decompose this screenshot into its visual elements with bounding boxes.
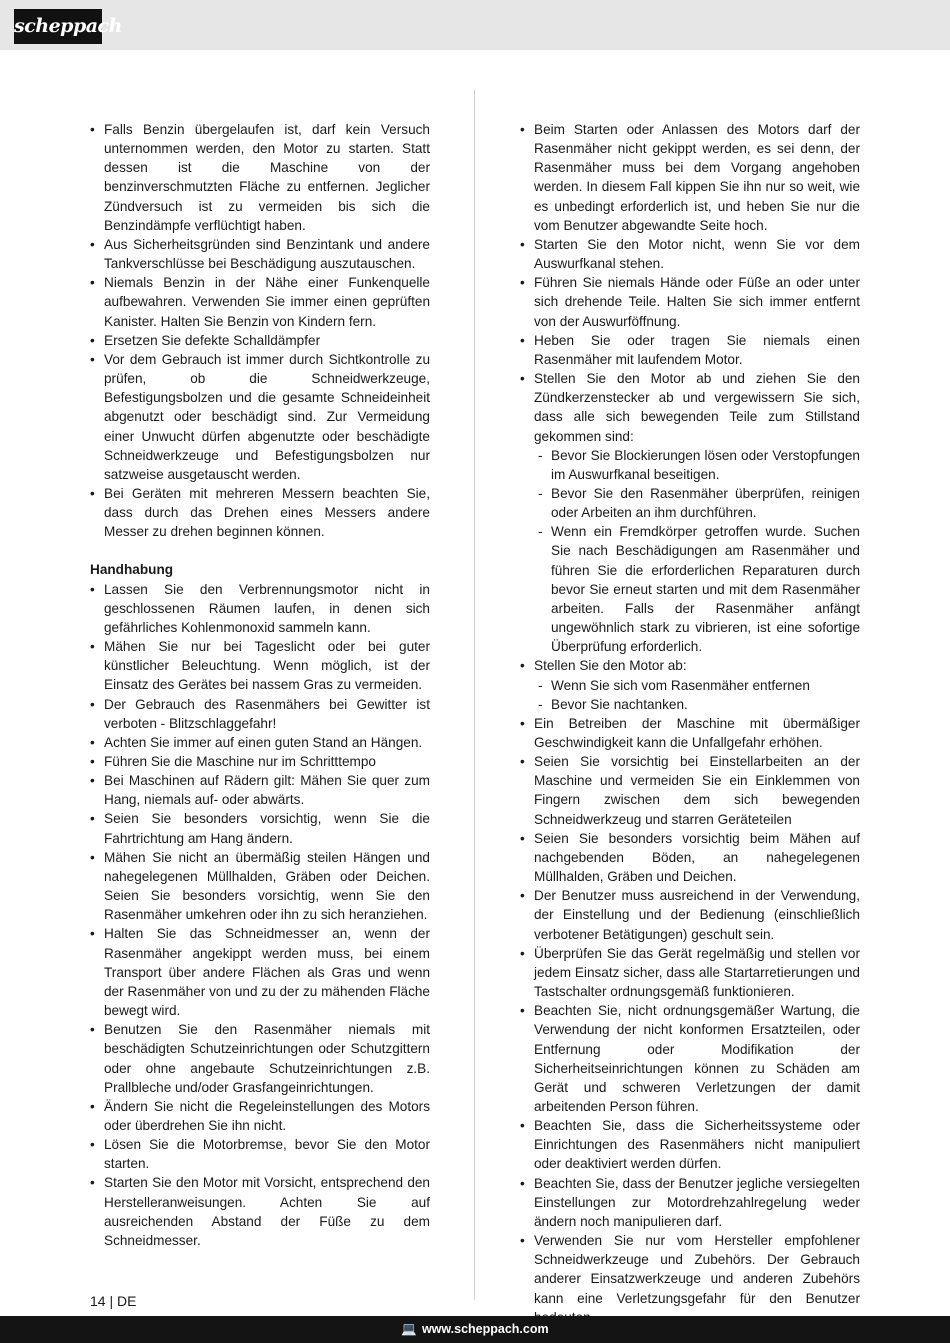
list-item: • Mähen Sie nicht an übermäßig steilen Hängen und nahegelegenen Müllhalden, Gräben oder Deichen. Seien Sie besonders vorsichtig, wenn Sie den Rasenmäher umkehren oder ihn zu sich heranziehen. xyxy=(90,848,430,925)
list-item: • Bei Maschinen auf Rädern gilt: Mähen Sie quer zum Hang, niemals auf- oder abwärts. xyxy=(90,771,430,809)
list-item: • Überprüfen Sie das Gerät regelmäßig und stellen vor jedem Einsatz sicher, dass alle Startarretierungen und Tastschalter ordnungsgemäß funktionieren. xyxy=(520,944,860,1001)
list-item: • Verwenden Sie nur vom Hersteller empfohlener Schneidwerkzeuge und Zubehörs. Der Gebrauch anderer Einsatzwerkzeuge und anderen Zubehörs kann eine Verletzungsgefahr für den Benutzer xyxy=(520,1231,860,1327)
list-item: • Der Benutzer muss ausreichend in der Verwendung, der Einstellung und der Bedienung (einschließlich verbotener Betätigungen) geschult sein. xyxy=(520,886,860,943)
sub-list-item: - Wenn ein Fremdkörper getroffen wurde. Suchen Sie nach Beschädigungen am Rasenmäher und führen Sie die erforderlichen Reparaturen durch bevor Sie erneut starten und mit dem Rasenmäher arbeiten. Falls der Rasenmäher anfängt ungewöhnlich stark zu vibrieren, ist eine sofortige Überprüfung erforderlich. xyxy=(520,522,860,656)
list-item: • Beachten Sie, dass die Sicherheitssysteme oder Einrichtungen des Rasenmähers nicht manipuliert oder deaktiviert werden dürfen. xyxy=(520,1116,860,1173)
header-bar xyxy=(0,0,950,50)
list-item: • Falls Benzin übergelaufen ist, darf kein Versuch unternommen werden, den Motor zu starten. Statt dessen ist die Maschine von der benzinverschmutzten Fläche zu entfernen. Jeglicher Zündversuch ist zu vermeiden bis sich die Benzindämpfe verflüchtigt haben. xyxy=(90,120,430,235)
list-item: • Lassen Sie den Verbrennungsmotor nicht in geschlossenen Räumen laufen, in denen sich gefährliches Kohlenmonoxid sammeln kann. xyxy=(90,580,430,637)
scheppach-logo: scheppach xyxy=(14,9,102,44)
list-item: • Führen Sie niemals Hände oder Füße an oder unter sich drehende Teile. Halten Sie sich immer entfernt von der Auswurföffnung. xyxy=(520,273,860,330)
list-item: • Seien Sie vorsichtig bei Einstellarbeiten an der Maschine und vermeiden Sie ein Einklemmen von Fingern zwischen dem sich bewegenden Schneidwerkzeug und starren Geräteteilen xyxy=(520,752,860,829)
list-item: • Beachten Sie, nicht ordnungsgemäßer Wartung, die Verwendung der nicht konformen Ersatzteilen, oder Entfernung oder Modifikation der Sicherheitseinrichtungen können zu Schäden am Gerät und schweren Verletzungen der damit arbeitenden Person führen. xyxy=(520,1001,860,1116)
list-item: • Ersetzen Sie defekte Schalldämpfer xyxy=(90,331,430,350)
laptop-icon: 💻 xyxy=(401,1322,417,1336)
page-number xyxy=(90,1292,136,1310)
safety-list-fuel xyxy=(90,120,430,541)
sub-list-item: - Bevor Sie nachtanken. xyxy=(520,695,860,714)
section-heading-handhabung: Handhabung xyxy=(90,562,174,578)
list-item: • Beim Starten oder Anlassen des Motors darf der Rasenmäher nicht gekippt werden, es sei denn, der Rasenmäher muss bei dem Vorgang angehoben werden. In diesem Fall kippen Sie ihn nur so weit, wie es unbedingt erforderlich ist, und heben Sie nur die vom Benutzer abgewandte Seite hoch. xyxy=(520,120,860,235)
list-item: • Aus Sicherheitsgründen sind Benzintank und andere Tankverschlüsse bei Beschädigung auszutauschen. xyxy=(90,235,430,273)
list-item: • Der Gebrauch des Rasenmähers bei Gewitter ist verboten - Blitzschlaggefahr! xyxy=(90,695,430,733)
column-divider xyxy=(474,90,475,1300)
website-link[interactable]: www.scheppach.com xyxy=(421,1322,549,1336)
list-item: • Starten Sie den Motor mit Vorsicht, entsprechend den Herstelleranweisungen. Achten Sie auf ausreichenden Abstand der Füße zu dem Schneidmesser. xyxy=(90,1173,430,1250)
footer-bar xyxy=(0,1316,950,1343)
list-item: • Starten Sie den Motor nicht, wenn Sie vor dem Auswurfkanal stehen. xyxy=(520,235,860,273)
list-item: • Seien Sie besonders vorsichtig, wenn Sie die Fahrtrichtung am Hang ändern. xyxy=(90,809,430,847)
right-column xyxy=(520,120,860,1327)
page-separator: | xyxy=(109,1293,117,1309)
page-language: DE xyxy=(117,1293,137,1309)
list-item: • Achten Sie immer auf einen guten Stand an Hängen. xyxy=(90,733,430,752)
sub-list-item: - Bevor Sie den Rasenmäher überprüfen, reinigen oder Arbeiten an ihm durchführen. xyxy=(520,484,860,522)
list-item: • Ein Betreiben der Maschine mit übermäßiger Geschwindigkeit kann die Unfallgefahr erhöhen. xyxy=(520,714,860,752)
safety-list-operation xyxy=(520,120,860,1327)
list-item: • Stellen Sie den Motor ab und ziehen Sie den Zündkerzenstecker ab und vergewissern Sie sich, dass alle sich bewegenden Teile zum Stillstand gekommen sind: xyxy=(520,369,860,446)
left-column xyxy=(90,120,430,1250)
list-item: • Heben Sie oder tragen Sie niemals einen Rasenmäher mit laufendem Motor. xyxy=(520,331,860,369)
list-item: • Mähen Sie nur bei Tageslicht oder bei guter künstlicher Beleuchtung. Wenn möglich, ist der Einsatz des Gerätes bei nassem Gras zu vermeiden. xyxy=(90,637,430,694)
page-number-value: 14 xyxy=(90,1293,106,1309)
safety-list-handling xyxy=(90,580,430,1250)
list-item: • Führen Sie die Maschine nur im Schritttempo xyxy=(90,752,430,771)
sub-list-item: - Bevor Sie Blockierungen lösen oder Verstopfungen im Auswurfkanal beseitigen. xyxy=(520,446,860,484)
list-item: • Benutzen Sie den Rasenmäher niemals mit beschädigten Schutzeinrichtungen oder Schutzgittern oder ohne angebaute Schutzeinrichtungen z.B. Prallbleche und/oder Grasfangeinrichtungen. xyxy=(90,1020,430,1097)
sub-list-item: - Wenn Sie sich vom Rasenmäher entfernen xyxy=(520,676,860,695)
list-item: • Beachten Sie, dass der Benutzer jegliche versiegelten Einstellungen zur Motordrehzahlregelung weder ändern noch manipulieren darf. xyxy=(520,1174,860,1231)
list-item: • Bei Geräten mit mehreren Messern beachten Sie, dass durch das Drehen eines Messers andere Messer zu drehen beginnen können. xyxy=(90,484,430,541)
list-item: • Ändern Sie nicht die Regeleinstellungen des Motors oder überdrehen Sie ihn nicht. xyxy=(90,1097,430,1135)
list-item: • Niemals Benzin in der Nähe einer Funkenquelle aufbewahren. Verwenden Sie immer einen geprüften Kanister. Halten Sie Benzin von Kindern fern. xyxy=(90,273,430,330)
list-item: • Stellen Sie den Motor ab: xyxy=(520,656,860,675)
list-item: • Vor dem Gebrauch ist immer durch Sichtkontrolle zu prüfen, ob die Schneidwerkzeuge, Befestigungsbolzen und die gesamte Schneideinheit abgenutzt oder beschädigt sind. Zur Vermeidung einer Unwucht dürfen abgenutzte oder beschädigte Schneidwerkzeuge und Befestigungsbolzen nur satzweise ausgetauscht werden. xyxy=(90,350,430,484)
list-item: • Halten Sie das Schneidmesser an, wenn der Rasenmäher angekippt werden muss, bei einem Transport über andere Flächen als Gras und wenn der Rasenmäher von und zu der zu mähenden Fläche bewegt wird. xyxy=(90,924,430,1020)
list-item: • Seien Sie besonders vorsichtig beim Mähen auf nachgebenden Böden, an nahegelegenen Müllhalden, Gräben und Deichen. xyxy=(520,829,860,886)
list-item: • Lösen Sie die Motorbremse, bevor Sie den Motor starten. xyxy=(90,1135,430,1173)
